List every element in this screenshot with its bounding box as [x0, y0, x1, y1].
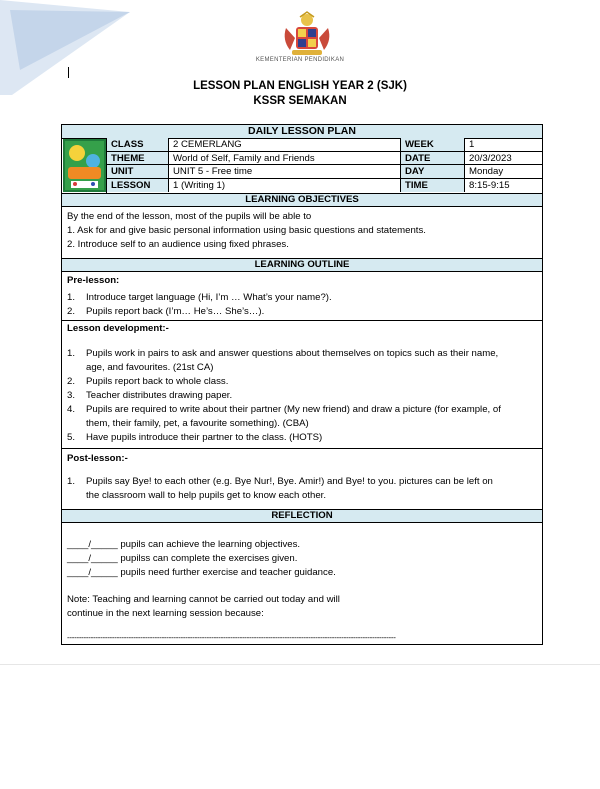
- pre-lesson-title: Pre-lesson:: [67, 275, 120, 286]
- page-subtitle: KSSR SEMAKAN: [253, 95, 347, 107]
- lesson-plan-table: [61, 124, 543, 645]
- date-value: 20/3/2023: [465, 152, 542, 166]
- development-item: Teacher distributes drawing paper.: [86, 390, 233, 401]
- text-cursor: [68, 67, 69, 78]
- post-lesson-number: 1.: [67, 476, 76, 487]
- day-label: DAY: [401, 165, 465, 179]
- pre-lesson-number: 2.: [67, 306, 76, 317]
- development-number: 5.: [67, 432, 76, 443]
- reflection-line: ____/_____ pupilss can complete the exercises given.: [67, 553, 298, 564]
- pre-lesson-item: Introduce target language (Hi, I’m … What’s your name?).: [86, 292, 332, 303]
- reflection-note: continue in the next learning session because:: [67, 608, 264, 619]
- time-value: 8:15-9:15: [469, 179, 510, 191]
- objective-item: 2. Introduce self to an audience using fixed phrases.: [67, 239, 289, 250]
- daily-lesson-plan-heading: DAILY LESSON PLAN: [62, 125, 542, 139]
- lesson-development-title: Lesson development:-: [67, 323, 169, 334]
- theme-value: World of Self, Family and Friends: [169, 152, 401, 166]
- objective-item: 1. Ask for and give basic personal information using basic questions and statements.: [67, 225, 426, 236]
- lesson-label: LESSON: [107, 179, 169, 193]
- post-lesson-title: Post-lesson:-: [67, 453, 128, 464]
- date-label: DATE: [401, 152, 465, 166]
- development-number: 3.: [67, 390, 76, 401]
- reflection-line: ____/_____ pupils need further exercise and teacher guidance.: [67, 567, 336, 578]
- unit-label: UNIT: [107, 165, 169, 179]
- time-label: TIME: [401, 179, 465, 193]
- day-value: Monday: [465, 165, 542, 179]
- textbook-cover-logo: [63, 139, 106, 192]
- post-lesson-item: Pupils say Bye! to each other (e.g. Bye Nur!, Bye. Amir!) and Bye! to you. pictures can be left on: [86, 476, 493, 487]
- pre-lesson-number: 1.: [67, 292, 76, 303]
- class-value: 2 CEMERLANG: [169, 138, 401, 152]
- page-title: LESSON PLAN ENGLISH YEAR 2 (SJK): [193, 80, 407, 92]
- development-number: 2.: [67, 376, 76, 387]
- learning-outline-heading: LEARNING OUTLINE: [62, 258, 542, 272]
- week-value: 1: [465, 138, 542, 152]
- pre-lesson-item: Pupils report back (I’m… He’s… She’s…).: [86, 306, 265, 317]
- lesson-info-grid: [62, 138, 542, 194]
- reflection-heading: REFLECTION: [62, 509, 542, 523]
- development-number: 1.: [67, 348, 76, 359]
- development-item: Have pupils introduce their partner to the class. (HOTS): [86, 432, 323, 443]
- development-item: age, and favourites. (21st CA): [86, 362, 214, 373]
- reason-blank-line: -------------------------------------------------------------------------------------------------------------------------------------------: [67, 633, 396, 642]
- class-label: CLASS: [107, 138, 169, 152]
- government-crest-logo: [278, 10, 336, 60]
- post-lesson-item: the classroom wall to help pupils get to know each other.: [86, 490, 326, 501]
- development-number: 4.: [67, 404, 76, 415]
- development-item: Pupils report back to whole class.: [86, 376, 229, 387]
- page-boundary: [0, 664, 600, 665]
- development-item: them, their family, pet, a favourite something). (CBA): [86, 418, 309, 429]
- reflection-line: ____/_____ pupils can achieve the learning objectives.: [67, 539, 301, 550]
- objectives-intro: By the end of the lesson, most of the pupils will be able to: [67, 211, 312, 222]
- learning-objectives-heading: LEARNING OBJECTIVES: [62, 193, 542, 207]
- agency-name: KEMENTERIAN PENDIDIKAN: [255, 57, 345, 63]
- development-item: Pupils are required to write about their partner (My new friend) and draw a picture (for example, of: [86, 404, 501, 415]
- development-item: Pupils work in pairs to ask and answer questions about themselves on topics such as their name,: [86, 348, 499, 359]
- reflection-note: Note: Teaching and learning cannot be carried out today and will: [67, 594, 340, 605]
- unit-value: UNIT 5 - Free time: [169, 165, 401, 179]
- lesson-value: 1 (Writing 1): [169, 179, 401, 193]
- week-label: WEEK: [401, 138, 465, 152]
- theme-label: THEME: [107, 152, 169, 166]
